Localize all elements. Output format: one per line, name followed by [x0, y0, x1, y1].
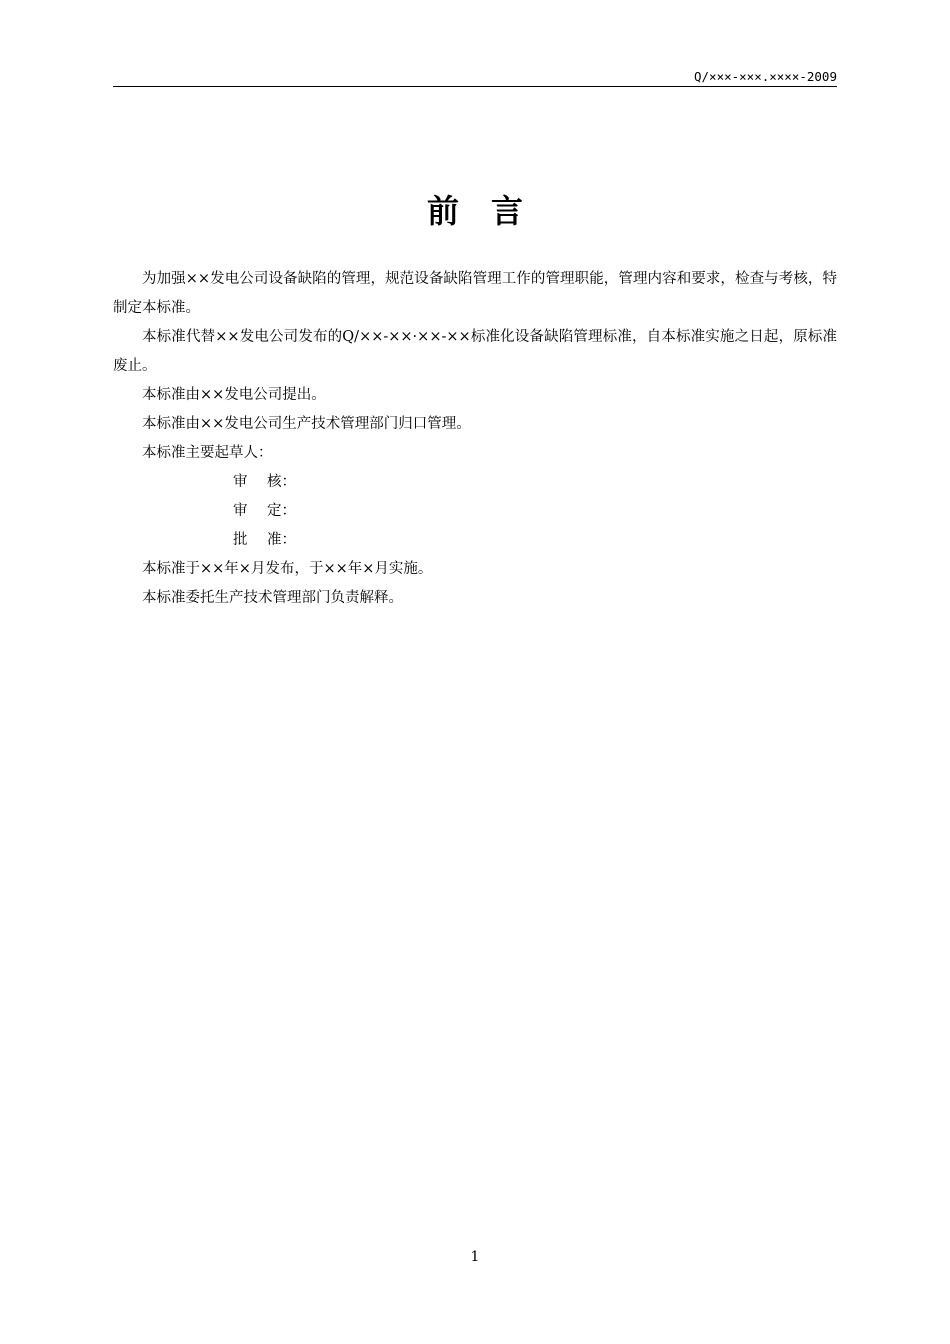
document-code: Q/×××-×××.××××-2009	[694, 69, 837, 84]
paragraph-proposer: 本标准由××发电公司提出。	[142, 387, 326, 403]
signature-review	[113, 468, 837, 497]
signature-approve-label-2: 准：	[267, 532, 296, 548]
page-title: 前 言	[426, 192, 523, 230]
paragraph-interpretation: 本标准委托生产技术管理部门负责解释。	[142, 590, 403, 606]
signature-verify-label-2: 定：	[267, 503, 296, 519]
signature-review-label-1: 审	[233, 474, 248, 490]
page-number: 1	[470, 1249, 480, 1265]
signature-review-label-2: 核：	[267, 474, 296, 490]
paragraph-drafters: 本标准主要起草人：	[142, 445, 273, 461]
paragraph-replacement: 本标准代替××发电公司发布的Q/××-××·××-××标准化设备缺陷管理标准，自本标准实施之日起，原标准废止。	[113, 329, 837, 374]
header-divider	[113, 86, 837, 87]
signature-verify-label-1: 审	[233, 503, 248, 519]
signature-verify	[113, 497, 837, 526]
preface-body	[113, 265, 837, 613]
signature-approve-label-1: 批	[233, 532, 248, 548]
paragraph-release-date: 本标准于××年×月发布，于××年×月实施。	[142, 561, 433, 577]
paragraph-management: 本标准由××发电公司生产技术管理部门归口管理。	[142, 416, 471, 432]
paragraph-purpose: 为加强××发电公司设备缺陷的管理，规范设备缺陷管理工作的管理职能，管理内容和要求，检查与考核，特制定本标准。	[113, 271, 837, 316]
signature-approve	[113, 526, 837, 555]
